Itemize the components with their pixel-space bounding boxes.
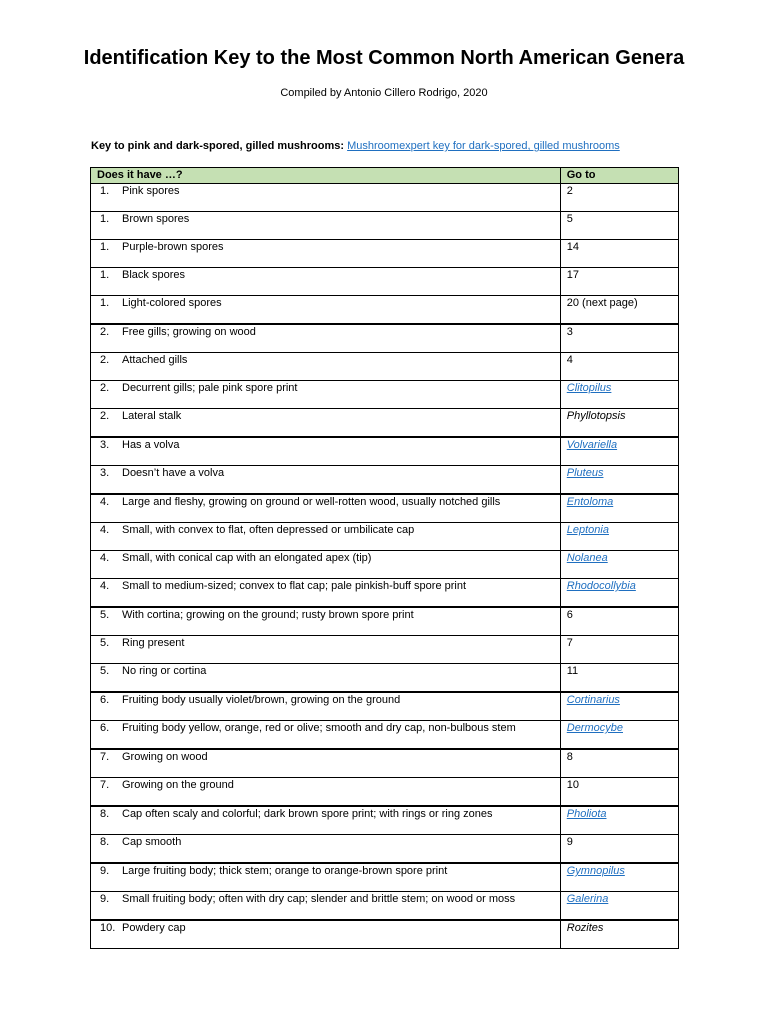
genus-link[interactable]: Entoloma	[566, 496, 614, 508]
question-text: Attached gills	[122, 354, 188, 366]
goto-cell	[560, 636, 678, 664]
step-number: 1.	[100, 213, 110, 225]
goto-step: 14	[566, 241, 579, 253]
question-text: Light-colored spores	[122, 297, 222, 309]
question-text: Cap smooth	[122, 836, 182, 848]
question-cell	[91, 240, 561, 268]
question-text: Black spores	[122, 269, 185, 281]
table-row	[91, 551, 679, 579]
question-cell	[91, 523, 561, 551]
key-line	[91, 140, 620, 152]
step-number: 2.	[100, 382, 110, 394]
step-number: 4.	[100, 496, 110, 508]
goto-cell	[560, 778, 678, 807]
table-row	[91, 721, 679, 750]
question-text: Growing on the ground	[122, 779, 234, 791]
goto-step: 20 (next page)	[566, 297, 638, 309]
goto-step: 9	[566, 836, 573, 848]
question-cell	[91, 296, 561, 325]
question-cell	[91, 636, 561, 664]
step-number: 9.	[100, 865, 110, 877]
goto-cell	[560, 494, 678, 523]
goto-cell	[560, 437, 678, 466]
goto-cell	[560, 892, 678, 921]
question-cell	[91, 607, 561, 636]
genus-link[interactable]: Clitopilus	[566, 382, 612, 394]
question-cell	[91, 664, 561, 693]
header-question: Does it have …?	[91, 168, 561, 184]
table-row	[91, 636, 679, 664]
goto-cell	[560, 692, 678, 721]
question-text: Large fruiting body; thick stem; orange to orange-brown spore print	[122, 865, 448, 877]
table-row	[91, 240, 679, 268]
goto-cell	[560, 296, 678, 325]
question-cell	[91, 806, 561, 835]
question-cell	[91, 184, 561, 212]
genus-link[interactable]: Pholiota	[566, 808, 607, 820]
question-text: Lateral stalk	[122, 410, 182, 422]
step-number: 3.	[100, 439, 110, 451]
step-number: 4.	[100, 552, 110, 564]
step-number: 2.	[100, 410, 110, 422]
table-row	[91, 466, 679, 495]
step-number: 6.	[100, 694, 110, 706]
genus-link[interactable]: Cortinarius	[566, 694, 620, 706]
genus-link[interactable]: Volvariella	[566, 439, 618, 451]
question-text: Cap often scaly and colorful; dark brown spore print; with rings or ring zones	[122, 808, 493, 820]
step-number: 2.	[100, 354, 110, 366]
goto-step: 3	[566, 326, 573, 338]
question-text: Small, with conical cap with an elongated apex (tip)	[122, 552, 372, 564]
question-cell	[91, 579, 561, 608]
question-cell	[91, 353, 561, 381]
goto-step: 10	[566, 779, 579, 791]
question-text: Purple-brown spores	[122, 241, 224, 253]
question-cell	[91, 381, 561, 409]
question-text: Brown spores	[122, 213, 190, 225]
question-text: No ring or cortina	[122, 665, 207, 677]
step-number: 4.	[100, 524, 110, 536]
table-row	[91, 692, 679, 721]
table-row	[91, 806, 679, 835]
question-text: Powdery cap	[122, 922, 186, 934]
step-number: 9.	[100, 893, 110, 905]
table-row	[91, 523, 679, 551]
goto-cell	[560, 353, 678, 381]
table-row	[91, 268, 679, 296]
question-cell	[91, 551, 561, 579]
page-title: Identification Key to the Most Common North American Genera	[83, 47, 685, 69]
genus-link[interactable]: Leptonia	[566, 524, 609, 536]
genus-link[interactable]: Nolanea	[566, 552, 608, 564]
key-label: Key to pink and dark-spored, gilled mushrooms:	[91, 140, 345, 152]
question-cell	[91, 437, 561, 466]
goto-cell	[560, 466, 678, 495]
page-subtitle: Compiled by Antonio Cillero Rodrigo, 2020	[280, 87, 488, 99]
step-number: 1.	[100, 185, 110, 197]
goto-cell	[560, 664, 678, 693]
question-cell	[91, 324, 561, 353]
question-text: Fruiting body usually violet/brown, growing on the ground	[122, 694, 401, 706]
question-text: Small, with convex to flat, often depressed or umbilicate cap	[122, 524, 415, 536]
goto-cell	[560, 579, 678, 608]
header-goto: Go to	[560, 168, 678, 184]
genus-link[interactable]: Gymnopilus	[566, 865, 625, 877]
genus-link[interactable]: Rhodocollybia	[566, 580, 636, 592]
question-cell	[91, 494, 561, 523]
step-number: 7.	[100, 751, 110, 763]
question-cell	[91, 749, 561, 778]
goto-cell	[560, 324, 678, 353]
step-number: 7.	[100, 779, 110, 791]
question-cell	[91, 721, 561, 750]
goto-cell	[560, 835, 678, 864]
goto-step: 11	[566, 665, 579, 677]
goto-step: 7	[566, 637, 573, 649]
question-cell	[91, 268, 561, 296]
goto-cell	[560, 523, 678, 551]
table-row	[91, 212, 679, 240]
table-row	[91, 184, 679, 212]
key-link[interactable]: Mushroomexpert key for dark-spored, gilled mushrooms	[347, 140, 620, 152]
question-text: With cortina; growing on the ground; rusty brown spore print	[122, 609, 414, 621]
table-row	[91, 863, 679, 892]
question-cell	[91, 835, 561, 864]
genus-link[interactable]: Galerina	[566, 893, 609, 905]
question-cell	[91, 778, 561, 807]
step-number: 1.	[100, 297, 110, 309]
table-row	[91, 437, 679, 466]
question-text: Pink spores	[122, 185, 180, 197]
question-cell	[91, 409, 561, 438]
step-number: 5.	[100, 637, 110, 649]
table-row	[91, 920, 679, 949]
genus-link[interactable]: Dermocybe	[566, 722, 623, 734]
goto-step: 4	[566, 354, 573, 366]
table-row	[91, 494, 679, 523]
table-header-row	[91, 168, 679, 184]
question-text: Fruiting body yellow, orange, red or olive; smooth and dry cap, non-bulbous stem	[122, 722, 516, 734]
table-row	[91, 381, 679, 409]
goto-step: 8	[566, 751, 573, 763]
table-row	[91, 324, 679, 353]
table-row	[91, 579, 679, 608]
goto-cell	[560, 863, 678, 892]
table-row	[91, 296, 679, 325]
question-text: Free gills; growing on wood	[122, 326, 256, 338]
goto-cell	[560, 268, 678, 296]
question-cell	[91, 692, 561, 721]
step-number: 8.	[100, 836, 110, 848]
question-cell	[91, 863, 561, 892]
goto-cell	[560, 551, 678, 579]
step-number: 10.	[100, 922, 116, 934]
goto-step: 2	[566, 185, 573, 197]
table-row	[91, 353, 679, 381]
goto-step: 6	[566, 609, 573, 621]
goto-cell	[560, 240, 678, 268]
identification-key-table	[90, 167, 679, 949]
goto-step: 5	[566, 213, 573, 225]
question-text: Small to medium-sized; convex to flat cap; pale pinkish-buff spore print	[122, 580, 467, 592]
table-body	[91, 184, 679, 949]
goto-cell	[560, 381, 678, 409]
goto-cell	[560, 806, 678, 835]
question-text: Large and fleshy, growing on ground or well-rotten wood, usually notched gills	[122, 496, 501, 508]
step-number: 5.	[100, 665, 110, 677]
table-row	[91, 749, 679, 778]
step-number: 2.	[100, 326, 110, 338]
step-number: 1.	[100, 241, 110, 253]
question-text: Doesn’t have a volva	[122, 467, 225, 479]
question-cell	[91, 892, 561, 921]
genus-link[interactable]: Pluteus	[566, 467, 604, 479]
table-row	[91, 607, 679, 636]
step-number: 6.	[100, 722, 110, 734]
question-cell	[91, 466, 561, 495]
step-number: 4.	[100, 580, 110, 592]
step-number: 3.	[100, 467, 110, 479]
table-row	[91, 409, 679, 438]
question-text: Ring present	[122, 637, 185, 649]
table-row	[91, 664, 679, 693]
goto-cell	[560, 212, 678, 240]
step-number: 1.	[100, 269, 110, 281]
question-text: Has a volva	[122, 439, 180, 451]
goto-cell	[560, 920, 678, 949]
goto-cell	[560, 721, 678, 750]
goto-cell	[560, 749, 678, 778]
goto-step: 17	[566, 269, 579, 281]
table-row	[91, 835, 679, 864]
table-row	[91, 892, 679, 921]
goto-cell	[560, 184, 678, 212]
question-text: Small fruiting body; often with dry cap; slender and brittle stem; on wood or moss	[122, 893, 516, 905]
question-text: Growing on wood	[122, 751, 208, 763]
goto-cell	[560, 409, 678, 438]
genus-name: Rozites	[566, 922, 604, 934]
question-cell	[91, 212, 561, 240]
step-number: 8.	[100, 808, 110, 820]
table-row	[91, 778, 679, 807]
goto-cell	[560, 607, 678, 636]
genus-name: Phyllotopsis	[566, 410, 626, 422]
question-cell	[91, 920, 561, 949]
question-text: Decurrent gills; pale pink spore print	[122, 382, 298, 394]
step-number: 5.	[100, 609, 110, 621]
